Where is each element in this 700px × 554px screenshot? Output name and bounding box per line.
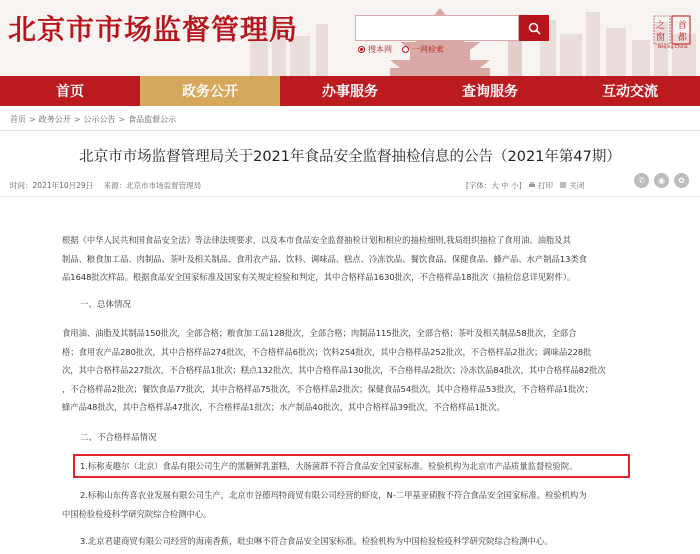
- text-line: 制品、粮食加工品、肉制品、茶叶及相关制品、食用农产品、饮料、调味品、糕点、冷冻饮品、餐饮食品、保健食品、蜂产品、水产制品13类食: [62, 253, 587, 264]
- weibo-share-icon[interactable]: ◉: [654, 173, 669, 188]
- text-line: 2.标称山东传喜农业发展有限公司生产，北京市谷德玛特商贸有限公司经营的虾皮，N-二甲基亚硝胺不符合食品安全国家标准。检验机构为: [80, 490, 587, 500]
- radio-selected-icon: [358, 46, 365, 53]
- close-icon: [559, 181, 567, 189]
- article-title: 北京市市场监督管理局关于2021年食品安全监督抽检信息的公告（2021年第47期）: [79, 149, 621, 165]
- breadcrumb-food[interactable]: 食品监督公示: [128, 115, 177, 124]
- overview-paragraph: [62, 324, 606, 417]
- article-source: 来源：北京市市场监督管理局: [103, 181, 202, 190]
- logo-text-bottom: 窗 都: [656, 33, 692, 43]
- text-line: 格；食用农产品280批次，其中合格样品274批次，不合格样品6批次；饮料254批次，其中合格样品252批次，不合格样品2批次；调味品228批: [62, 346, 592, 357]
- section-heading-overview: 一、总体情况: [80, 300, 132, 310]
- text-line: 食用油、油脂及其制品150批次，全部合格；粮食加工品128批次，全部合格；肉制品115批次，全部合格；茶叶及相关制品58批次，全部合: [62, 328, 577, 338]
- breadcrumb-separator: >: [29, 115, 36, 124]
- logo-caption: Beijing·China: [658, 45, 688, 50]
- text-line: 中国检验检疫科学研究院综合检测中心。: [62, 508, 212, 519]
- search-input[interactable]: [355, 15, 519, 41]
- text-line: 根据《中华人民共和国食品安全法》等法律法规要求，以及本市食品安全监督抽检计划和相应的抽检细则,我局组织抽检了食用油、油脂及其: [62, 235, 571, 245]
- unqualified-item-2: [62, 486, 587, 523]
- unqualified-item-3: 3.北京君建商贸有限公司经营的海南香蕉，吡虫啉不符合食品安全国家标准。检验机构为中国检验检疫科学研究院综合检测中心。: [80, 536, 553, 546]
- section-heading-unqualified: 二、不合格样品情况: [80, 433, 157, 443]
- publish-time: 时间：2021年10月29日: [10, 181, 94, 190]
- breadcrumb: [10, 114, 176, 125]
- intro-paragraph: [62, 231, 587, 287]
- print-icon: [528, 181, 536, 189]
- breadcrumb-notices[interactable]: 公示公告: [83, 115, 116, 124]
- divider: [0, 196, 700, 197]
- breadcrumb-gov[interactable]: 政务公开: [38, 115, 71, 124]
- breadcrumb-home[interactable]: 首页: [10, 115, 26, 124]
- search-scope: [358, 44, 444, 55]
- breadcrumb-separator: >: [73, 115, 81, 124]
- text-line: ，不合格样品2批次；餐饮食品77批次，其中合格样品75批次，不合格样品2批次；保健食品54批次，其中合格样品53批次，不合格样品1批次；: [62, 383, 593, 394]
- scope-all-option[interactable]: 一网检索: [402, 44, 444, 55]
- share-bar: [634, 173, 689, 188]
- text-line: 品1648批次样品。根据食品安全国家标准及国家有关规定检验和判定，其中合格样品1630批次，不合格样品18批次（抽检信息详见附件）。: [62, 272, 576, 282]
- logo-text-top: 之 首: [656, 21, 692, 31]
- nav-home[interactable]: 首页: [56, 84, 84, 100]
- unqualified-item-1: 1.标称麦趣尔（北京）食品有限公司生产的黑糖鲜乳蛋糕，大肠菌群不符合食品安全国家标准。检验机构为北京市产品质量监督检验院。: [80, 461, 578, 471]
- text-line: 蜂产品48批次，其中合格样品47批次，不合格样品1批次；水产制品40批次，其中合格样品39批次，不合格样品1批次。: [62, 402, 505, 412]
- divider: [0, 130, 700, 131]
- article-meta: [10, 180, 209, 191]
- text-line: 次，其中合格样品227批次，不合格样品1批次；糕点132批次，其中合格样品130批次，不合格样品2批次；冷冻饮品84批次，其中合格样品82批次: [62, 365, 606, 375]
- site-header: [0, 0, 700, 76]
- sina-share-icon[interactable]: ✿: [674, 173, 689, 188]
- font-size-control[interactable]: [字体：大 中 小]: [466, 181, 522, 190]
- nav-services[interactable]: 办事服务: [322, 84, 378, 100]
- article-tools: [466, 180, 584, 191]
- nav-interaction[interactable]: 互动交流: [602, 84, 658, 100]
- site-title[interactable]: 北京市市场监督管理局: [8, 13, 299, 46]
- search-icon: [528, 22, 541, 35]
- breadcrumb-separator: >: [118, 115, 126, 124]
- radio-icon: [402, 46, 409, 53]
- scope-site-option[interactable]: 搜本网: [358, 44, 392, 55]
- nav-government-affairs[interactable]: 政务公开: [140, 76, 280, 106]
- search-button[interactable]: [519, 15, 549, 41]
- wechat-share-icon[interactable]: ✆: [634, 173, 649, 188]
- print-button[interactable]: 打印: [528, 180, 553, 191]
- beijing-window-logo[interactable]: [652, 15, 692, 53]
- nav-query[interactable]: 查询服务: [462, 84, 518, 100]
- main-nav: [0, 76, 700, 106]
- close-button[interactable]: 关闭: [559, 180, 584, 191]
